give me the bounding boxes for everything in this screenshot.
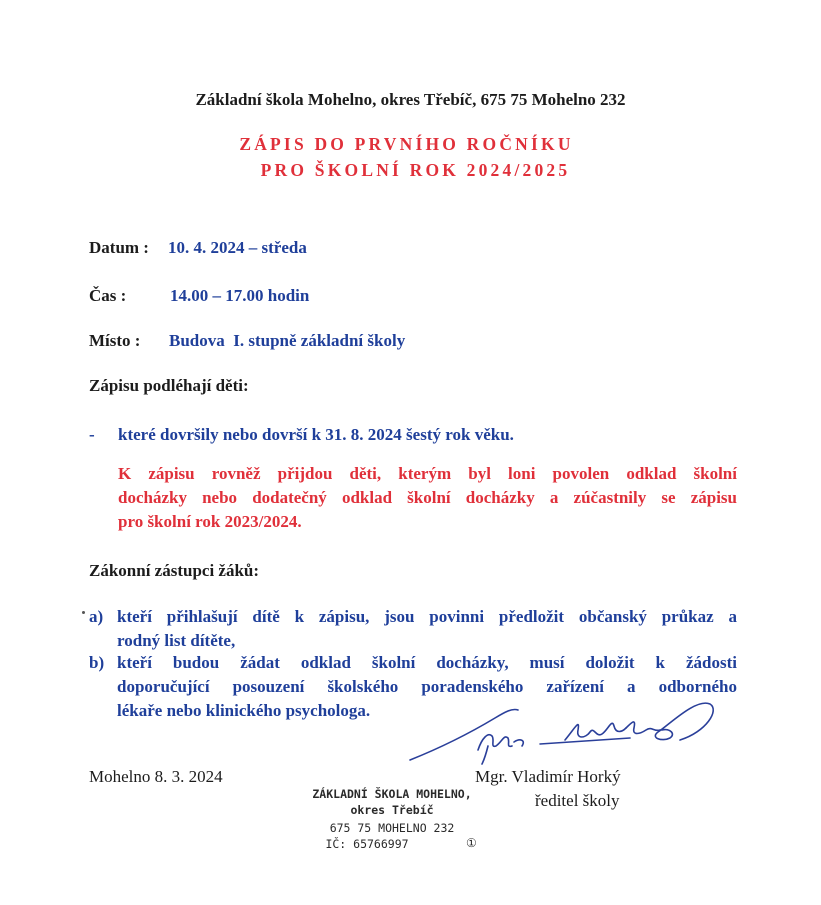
place-label: Místo : bbox=[89, 331, 141, 350]
title-line-2: PRO ŠKOLNÍ ROK 2024/2025 bbox=[260, 160, 571, 180]
school-header: Základní škola Mohelno, okres Třebíč, 675 75 Mohelno 232 bbox=[195, 90, 626, 109]
list-marker: b) bbox=[89, 653, 105, 672]
deferral-note-line: pro školní rok 2023/2024. bbox=[118, 512, 302, 531]
stamp-mark: ① bbox=[466, 836, 477, 850]
list-item-line: kteří přihlašují dítě k zápisu, jsou povinni předložit občanský průkaz a bbox=[117, 607, 737, 626]
time-value: 14.00 – 17.00 hodin bbox=[170, 286, 310, 305]
list-item-line: doporučující posouzení školského poradenského zařízení a odborného bbox=[117, 677, 737, 696]
stamp-line-3: 675 75 MOHELNO 232 bbox=[329, 821, 455, 835]
list-marker: a) bbox=[89, 607, 104, 626]
signatory-role: ředitel školy bbox=[535, 791, 620, 810]
scan-dot bbox=[82, 611, 85, 614]
signatory-name: Mgr. Vladimír Horký bbox=[475, 767, 621, 786]
eligibility-item: které dovršily nebo dovrší k 31. 8. 2024 šestý rok věku. bbox=[118, 425, 514, 444]
date-value: 10. 4. 2024 – středa bbox=[168, 238, 307, 257]
eligibility-heading: Zápisu podléhají děti: bbox=[89, 376, 249, 395]
signature-image bbox=[400, 688, 720, 768]
stamp-line-1: ZÁKLADNÍ ŠKOLA MOHELNO, bbox=[312, 787, 472, 801]
deferral-note bbox=[118, 462, 737, 534]
stamp-line-4: IČ: 65766997 bbox=[325, 837, 409, 851]
place-value: Budova I. stupně základní školy bbox=[169, 331, 406, 350]
list-item-line: lékaře nebo klinického psychologa. bbox=[117, 701, 371, 720]
deferral-note-line: docházky nebo dodatečný odklad školní docházky a zúčastnily se zápisu bbox=[118, 488, 737, 507]
title-line-1: ZÁPIS DO PRVNÍHO ROČNÍKU bbox=[239, 134, 574, 154]
eligibility-dash: - bbox=[89, 425, 95, 444]
time-label: Čas : bbox=[89, 286, 127, 305]
guardians-item-a bbox=[89, 605, 739, 653]
deferral-note-line: K zápisu rovněž přijdou děti, kterým byl loni povolen odklad školní bbox=[118, 464, 737, 483]
list-item-line: kteří budou žádat odklad školní docházky, musí doložit k žádosti bbox=[117, 653, 737, 672]
stamp-line-2: okres Třebíč bbox=[350, 803, 434, 817]
date-label: Datum : bbox=[89, 238, 149, 257]
footer-place-date: Mohelno 8. 3. 2024 bbox=[89, 767, 223, 786]
guardians-heading: Zákonní zástupci žáků: bbox=[89, 561, 260, 580]
list-item-line: rodný list dítěte, bbox=[117, 631, 236, 650]
